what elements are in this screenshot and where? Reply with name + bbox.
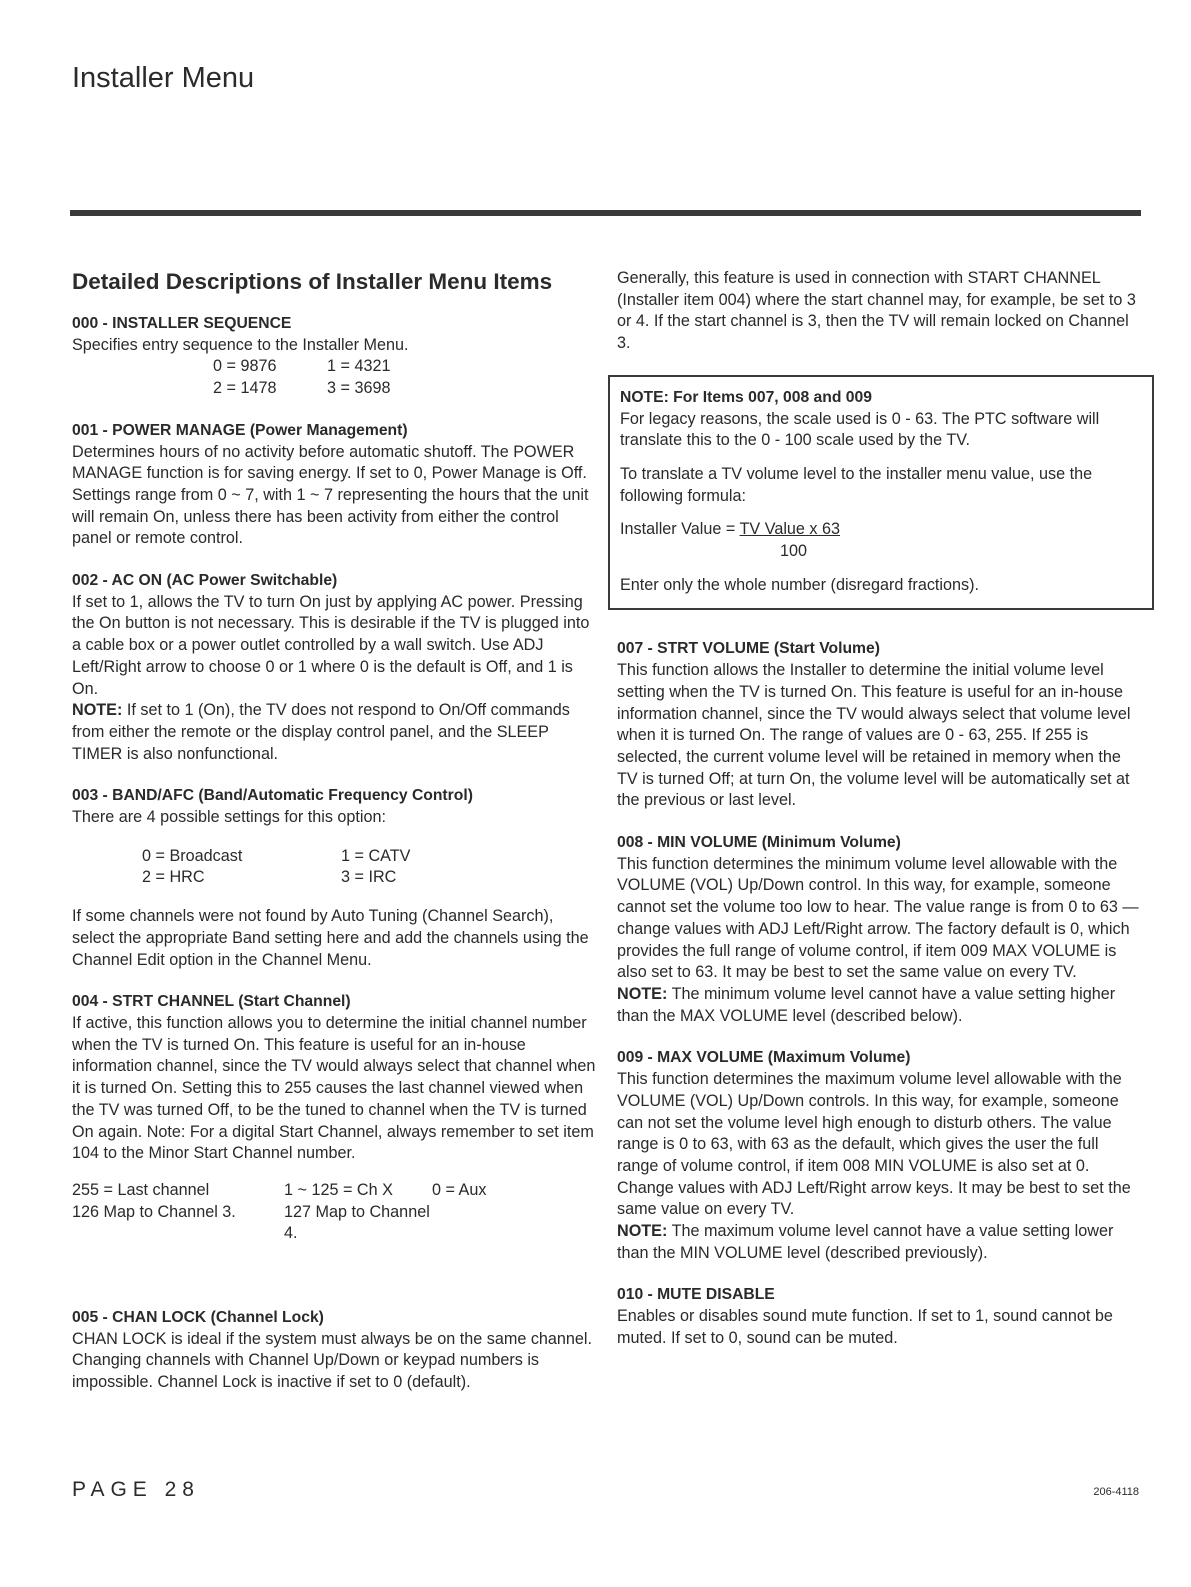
formula-numerator: TV Value x 63 (739, 520, 841, 539)
formula-prefix: Installer Value = (620, 520, 740, 539)
item-heading: 003 - BAND/AFC (Band/Automatic Frequency Control) (72, 787, 473, 805)
code-row (213, 356, 597, 378)
item-heading: 000 - INSTALLER SEQUENCE (72, 315, 292, 332)
item-body: This function determines the minimum volume level allowable with the VOLUME (VOL) Up/Down control. In this way, for example, someone cannot set the volume too low to hear. The value range is from 0 to 63 — change values with ADJ Left/Right arrow. The factory default is 0, which provides the full range of volume control, if item 009 MAX VOLUME is also set to 63. It may be best to set the same value on every TV. (617, 854, 1139, 982)
note-box-text: To translate a TV volume level to the installer menu value, use the following formula: (620, 464, 1093, 505)
code-table (72, 846, 597, 889)
code-cell: 1 ~ 125 = Ch X (284, 1180, 393, 1199)
document-code: 206-4118 (1093, 1486, 1139, 1498)
code-cell: 0 = Broadcast (142, 846, 243, 865)
section-title: Detailed Descriptions of Installer Menu Items (72, 269, 553, 294)
code-row (72, 1180, 597, 1202)
item-003 (72, 785, 597, 971)
item-008 (617, 832, 1142, 1027)
item-body: This function allows the Installer to determine the initial volume level setting when the TV is turned On. This feature is useful for an in-house information channel, since the TV would always select that volume level when it is turned On. The range of values are 0 - 63, 255. If 255 is selected, the current volume level will be retained in memory when the TV is turned Off; at turn On, the volume level will be automatically set at the previous or last level. (617, 661, 1131, 810)
item-000 (72, 313, 597, 400)
item-heading: 004 - STRT CHANNEL (Start Channel) (72, 993, 351, 1011)
code-cell: 2 = 1478 (213, 379, 277, 398)
note-box (608, 375, 1154, 611)
code-row (72, 1202, 597, 1245)
page-header-title: Installer Menu (72, 62, 255, 94)
item-body: Determines hours of no activity before automatic shutoff. The POWER MANAGE function is for saving energy. If set to 0, Power Manage is Off. Settings range from 0 ~ 7, with 1 ~ 7 representing the hours that the unit will remain On, unless there has been activity from either the control panel or remote control. (72, 442, 589, 548)
page-number: PAGE 28 (72, 1478, 200, 1501)
formula-denominator: 100 (780, 542, 808, 561)
item-body: If active, this function allows you to determine the initial channel number when the TV is turned On. This feature is useful for an in-house information channel, since the TV would always select that channel when it is turned On. Setting this to 255 causes the last channel viewed when the TV was turned Off, to be the tuned to channel when the TV is turned On again. Note: For a digital Start Channel, always remember to set item 104 to the Minor Start Channel number. (72, 1013, 596, 1163)
item-body-secondary: If some channels were not found by Auto Tuning (Channel Search), select the appropriate Band setting here and add the channels using the Channel Edit option in the Channel Menu. (72, 907, 589, 969)
intro-paragraph: Generally, this feature is used in connection with START CHANNEL (Installer item 004) where the start channel may, for example, be set to 3 or 4. If the start channel is 3, then the TV will remain locked on Channel 3. (617, 269, 1136, 353)
code-cell: 1 = 4321 (327, 357, 391, 376)
note-box-heading: NOTE: For Items 007, 008 and 009 (620, 388, 872, 406)
note-text: If set to 1 (On), the TV does not respond to On/Off commands from either the remote or the display control panel, and the SLEEP TIMER is also nonfunctional. (72, 701, 570, 763)
item-body: Enables or disables sound mute function. If set to 1, sound cannot be muted. If set to 0, sound can be muted. (617, 1307, 1113, 1347)
item-heading: 002 - AC ON (AC Power Switchable) (72, 572, 338, 590)
code-cell: 0 = 9876 (213, 357, 277, 376)
item-001 (72, 420, 597, 550)
item-heading: 007 - STRT VOLUME (Start Volume) (617, 640, 880, 658)
code-cell: 1 = CATV (341, 846, 411, 865)
item-heading: 009 - MAX VOLUME (Maximum Volume) (617, 1049, 911, 1067)
note-box-text: Enter only the whole number (disregard fractions). (620, 575, 979, 594)
formula-line (620, 519, 1142, 541)
item-002 (72, 570, 597, 765)
left-column (72, 268, 597, 1414)
note-text: The minimum volume level cannot have a value setting higher than the MAX VOLUME level (described below). (617, 984, 1116, 1025)
code-cell: 127 Map to Channel 4. (284, 1202, 430, 1243)
note-label: NOTE: (617, 1222, 668, 1241)
item-heading: 008 - MIN VOLUME (Minimum Volume) (617, 834, 901, 852)
item-007 (617, 638, 1142, 812)
code-cell: 3 = IRC (341, 868, 397, 887)
code-cell: 3 = 3698 (327, 379, 391, 398)
code-row (142, 867, 597, 889)
item-heading: 010 - MUTE DISABLE (617, 1286, 775, 1304)
code-cell: 255 = Last channel (72, 1180, 210, 1199)
code-table (72, 356, 597, 399)
item-004 (72, 991, 597, 1245)
item-body: This function determines the maximum volume level allowable with the VOLUME (VOL) Up/Down controls. In this way, for example, someone can not set the volume level high enough to disturb others. The value range is 0 to 63, with 63 as the default, which gives the user the full range of volume control, if item 008 MIN VOLUME is also set at 0. Change values with ADJ Left/Right arrow keys. It may be best to set the same value on every TV. (617, 1070, 1131, 1219)
item-body: If set to 1, allows the TV to turn On just by applying AC power. Pressing the On button is not necessary. This is desirable if the TV is plugged into a cable box or a power outlet controlled by a wall switch. Use ADJ Left/Right arrow to choose 0 or 1 where 0 is the default is Off, and 1 is On. (72, 592, 590, 698)
item-010 (617, 1284, 1142, 1349)
item-body: Specifies entry sequence to the Installer Menu. (72, 335, 409, 354)
code-cell: 126 Map to Channel 3. (72, 1202, 236, 1221)
code-table (72, 1180, 597, 1245)
item-note (617, 984, 1142, 1027)
item-009 (617, 1047, 1142, 1264)
note-text: The maximum volume level cannot have a value setting lower than the MIN VOLUME level (described previously). (617, 1222, 1114, 1262)
code-cell: 2 = HRC (142, 868, 205, 887)
code-row (142, 846, 597, 868)
item-heading: 001 - POWER MANAGE (Power Management) (72, 421, 408, 439)
note-label: NOTE: (617, 984, 668, 1003)
item-005 (72, 1307, 597, 1394)
note-box-text: For legacy reasons, the scale used is 0 - 63. The PTC software will translate this to the 0 - 100 scale used by the TV. (620, 409, 1100, 450)
note-label: NOTE: (72, 701, 123, 720)
item-note (72, 700, 597, 765)
header-divider (70, 210, 1141, 216)
code-cell: 0 = Aux (432, 1180, 487, 1199)
item-body: CHAN LOCK is ideal if the system must always be on the same channel. Changing channels with Channel Up/Down or keypad numbers is impossible. Channel Lock is inactive if set to 0 (default). (72, 1329, 593, 1392)
right-column (617, 268, 1142, 1370)
item-body: There are 4 possible settings for this option: (72, 808, 387, 827)
code-row (213, 378, 597, 400)
item-note (617, 1221, 1142, 1264)
item-heading: 005 - CHAN LOCK (Channel Lock) (72, 1309, 324, 1327)
